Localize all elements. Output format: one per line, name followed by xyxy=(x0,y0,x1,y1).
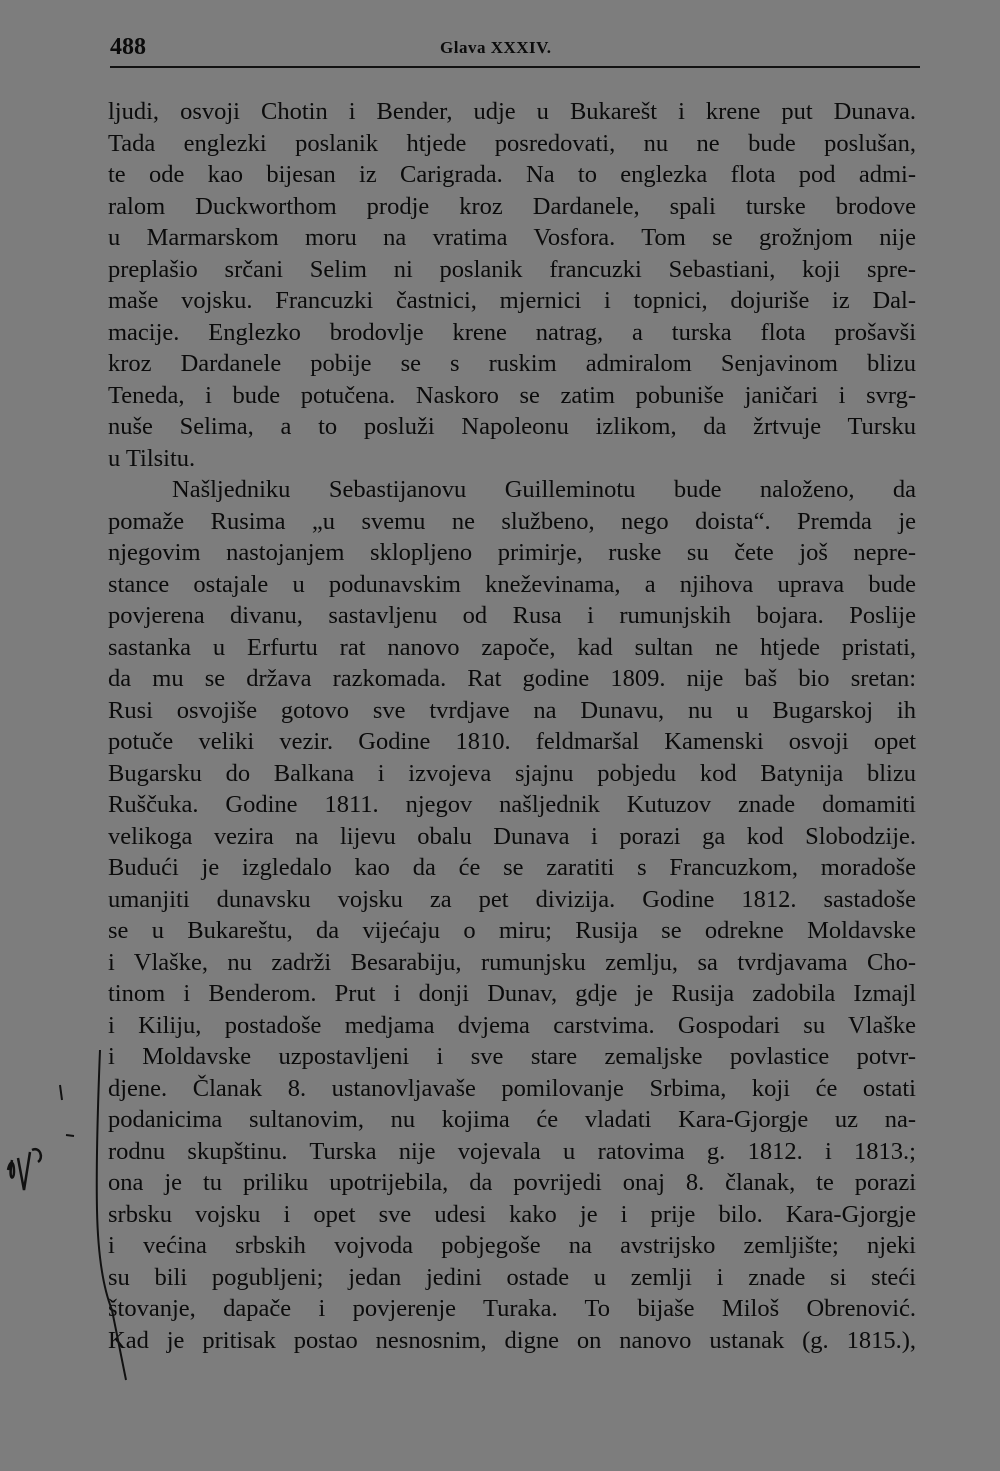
text-line: podanicima sultanovim, nu kojima će vladati Kara-Gjorgje uz na- xyxy=(108,1106,916,1133)
text-line: preplašio srčani Selim ni poslanik francuzki Sebastiani, koji spre- xyxy=(108,255,916,283)
text-line: Tada englezki poslanik htjede posredovati, nu ne bude poslušan, xyxy=(108,129,916,157)
text-line: i Moldavske uzpostavljeni i sve stare zemaljske povlastice potvr- xyxy=(108,1043,916,1070)
page-header xyxy=(110,34,918,62)
text-line: i Kiliju, postadoše medjama dvjema carstvima. Gospodari su Vlaške xyxy=(108,1011,916,1039)
text-line: Rusi osvojiše gotovo sve tvrdjave na Dunavu, nu u Bugarskoj ih xyxy=(108,696,916,724)
text-line: potuče veliki vezir. Godine 1810. feldmaršal Kamenski osvoji opet xyxy=(108,728,916,755)
text-line: njegovim nastojanjem sklopljeno primirje, ruske su čete još nepre- xyxy=(108,539,916,566)
chapter-running-head: Glava XXXIV. xyxy=(440,38,552,57)
paragraph-end-line: u Tilsitu. xyxy=(108,444,196,472)
text-line: povjerena divanu, sastavljenu od Rusa i rumunjskih bojara. Poslije xyxy=(108,602,916,629)
text-line: macije. Englezko brodovlje krene natrag, a turska flota prošavši xyxy=(108,318,916,346)
text-line: pomaže Rusima „u svemu ne službeno, nego doista“. Premda je xyxy=(108,507,916,535)
text-line: djene. Članak 8. ustanovljavaše pomilovanje Srbima, koji će ostati xyxy=(108,1074,916,1102)
text-line: tinom i Benderom. Prut i donji Dunav, gdje je Rusija zadobila Izmajl xyxy=(108,980,916,1007)
text-line: umanjiti dunavsku vojsku za pet divizija. Godine 1812. sastadoše xyxy=(108,885,916,913)
text-line: Bugarsku do Balkana i izvojeva sjajnu pobjedu kod Batynija blizu xyxy=(108,759,916,787)
text-line: i Vlaške, nu zadrži Besarabiju, rumunjsku zemlju, sa tvrdjavama Cho- xyxy=(108,948,916,976)
text-line: Ruščuka. Godine 1811. njegov našljednik Kutuzov znade domamiti xyxy=(108,791,916,818)
text-line: u Marmarskom moru na vratima Vosfora. Tom se grožnjom nije xyxy=(108,224,916,251)
text-line: ralom Duckworthom prodje kroz Dardanele, spali turske brodove xyxy=(108,192,916,220)
text-line: rodnu skupštinu. Turska nije vojevala u ratovima g. 1812. i 1813.; xyxy=(108,1137,916,1165)
handwritten-scribble xyxy=(8,1149,41,1190)
margin-bracket-line xyxy=(97,1050,126,1380)
margin-tick-mark xyxy=(60,1085,62,1100)
text-line: stance ostajale u podunavskim kneževinama, a njihova uprava bude xyxy=(108,570,916,598)
text-line: nuše Selima, a to posluži Napoleonu izlikom, da žrtvuje Tursku xyxy=(108,413,916,440)
text-line: ljudi, osvoji Chotin i Bender, udje u Bukarešt i krene put Dunava. xyxy=(108,98,916,125)
margin-dash-mark xyxy=(66,1135,74,1136)
header-rule xyxy=(110,66,920,68)
body-text xyxy=(108,96,916,1356)
text-line: ona je tu priliku upotrijebila, da povrijedi onaj 8. članak, te porazi xyxy=(108,1169,916,1196)
text-line: su bili pogubljeni; jedan jedini ostade u zemlji i znade si steći xyxy=(108,1263,916,1291)
text-line: kroz Dardanele pobije se s ruskim admiralom Senjavinom blizu xyxy=(108,350,916,377)
handwritten-margin-annotation xyxy=(0,1040,130,1400)
text-line: srbsku vojsku i opet sve udesi kako je i prije bilo. Kara-Gjorgje xyxy=(108,1200,916,1228)
paragraph-start-line: Našljedniku Sebastijanovu Guilleminotu bude naloženo, da xyxy=(172,476,916,503)
text-line: štovanje, dapače i povjerenje Turaka. To bijaše Miloš Obrenović. xyxy=(108,1295,916,1322)
page-number: 488 xyxy=(110,34,146,60)
text-line: te ode kao bijesan iz Carigrada. Na to englezka flota pod admi- xyxy=(108,161,916,188)
text-line: Teneda, i bude potučena. Naskoro se zatim pobuniše janičari i svrg- xyxy=(108,381,916,409)
text-line: se u Bukareštu, da vijećaju o miru; Rusija se odrekne Moldavske xyxy=(108,917,916,944)
text-line: i većina srbskih vojvoda pobjegoše na avstrijsko zemljište; njeki xyxy=(108,1232,916,1259)
text-line: Budući je izgledalo kao da će se zaratiti s Francuzkom, moradoše xyxy=(108,854,916,881)
text-line: maše vojsku. Francuzki častnici, mjernici i topnici, dojuriše iz Dal- xyxy=(108,287,916,314)
text-line: sastanka u Erfurtu rat nanovo započe, kad sultan ne htjede pristati, xyxy=(108,633,916,661)
text-line: da mu se država razkomada. Rat godine 1809. nije baš bio sretan: xyxy=(108,665,916,692)
text-line: velikoga vezira na lijevu obalu Dunava i porazi ga kod Slobodzije. xyxy=(108,822,916,850)
text-line: Kad je pritisak postao nesnosnim, digne on nanovo ustanak (g. 1815.), xyxy=(108,1326,916,1354)
